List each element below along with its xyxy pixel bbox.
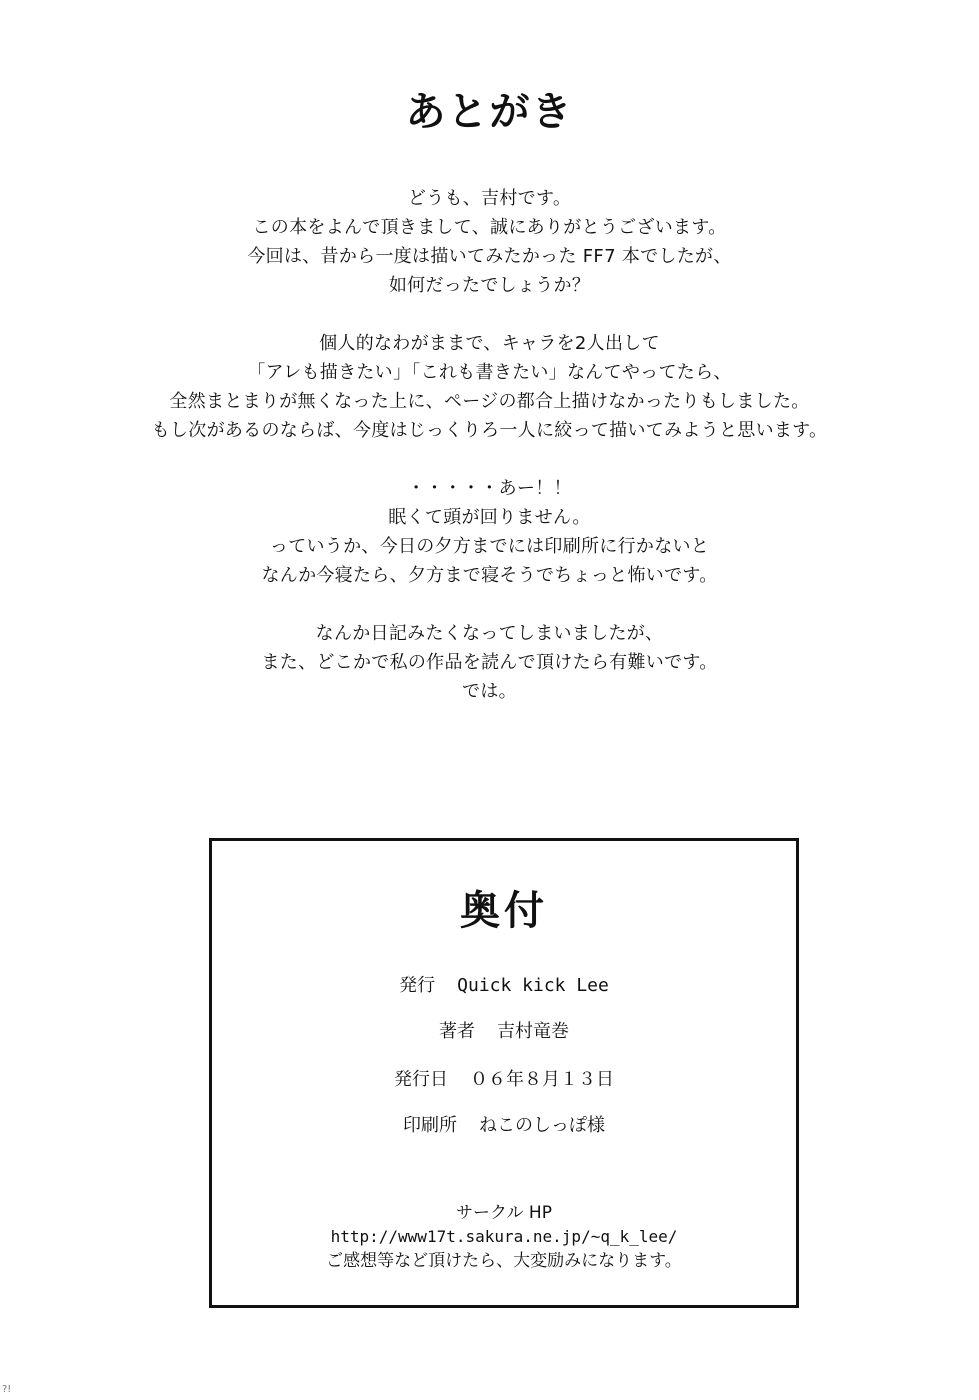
date-value: ０６年８月１３日 (470, 1069, 614, 1090)
afterword-body (0, 184, 979, 706)
afterword-line: 全然まとまりが無くなった上に、ページの都合上描けなかったりもしました。 (169, 391, 810, 412)
afterword-line: っていうか、今日の夕方までには印刷所に行かないと (269, 536, 710, 557)
afterword-line: 「アレも描きたい」「これも書きたい」なんてやってたら、 (247, 362, 732, 383)
closing-message: ご感想等など頂けたら、大変励みになります。 (326, 1251, 682, 1271)
author-label: 著者 (439, 1021, 475, 1042)
afterword-line: この本をよんで頂きまして、誠にありがとうございます。 (252, 217, 727, 238)
colophon-author-row (212, 1019, 796, 1045)
afterword-paragraph-4 (0, 619, 979, 706)
afterword-paragraph-3 (0, 474, 979, 590)
afterword-line: 眠くて頭が回りません。 (388, 507, 591, 528)
date-label: 発行日 (394, 1069, 448, 1090)
afterword-title: あとがき (405, 89, 574, 135)
printer-label: 印刷所 (403, 1115, 457, 1136)
afterword-line: ・・・・・あー！！ (407, 478, 572, 499)
colophon-printer-row (212, 1113, 796, 1139)
afterword-line: なんか日記みたくなってしまいましたが、 (315, 623, 664, 644)
afterword-line: 今回は、昔から一度は描いてみたかった FF7 本でしたが、 (247, 246, 732, 267)
afterword-line: では。 (462, 681, 517, 702)
colophon-publisher-row (212, 973, 796, 999)
colophon-date-row (212, 1067, 796, 1093)
afterword-paragraph-1 (0, 184, 979, 300)
circle-hp-label: サークル HP (456, 1203, 552, 1223)
colophon-box (209, 838, 799, 1308)
afterword-line: どうも、吉村です。 (407, 188, 572, 209)
afterword-line: もし次があるのならば、今度はじっくりろ一人に絞って描いてみようと思います。 (151, 420, 828, 441)
publisher-label: 発行 (399, 975, 436, 996)
page-corner-mark: ?! (2, 1384, 12, 1395)
colophon-title: 奥付 (460, 888, 548, 934)
circle-url-link[interactable]: http://www17t.sakura.ne.jp/~q_k_lee/ (330, 1227, 678, 1246)
circle-info (212, 1201, 796, 1273)
printer-value: ねこのしっぽ様 (479, 1115, 605, 1136)
afterword-line: 個人的なわがままで、キャラを2人出して (319, 333, 660, 354)
afterword-line: なんか今寝たら、夕方まで寝そうでちょっと怖いです。 (261, 565, 718, 586)
afterword-line: 如何だったでしょうか？ (388, 275, 591, 296)
author-value: 吉村竜巻 (497, 1021, 569, 1042)
afterword-paragraph-2 (0, 329, 979, 445)
afterword-line: また、どこかで私の作品を読んで頂けたら有難いです。 (261, 652, 718, 673)
publisher-value: Quick kick Lee (457, 975, 609, 996)
